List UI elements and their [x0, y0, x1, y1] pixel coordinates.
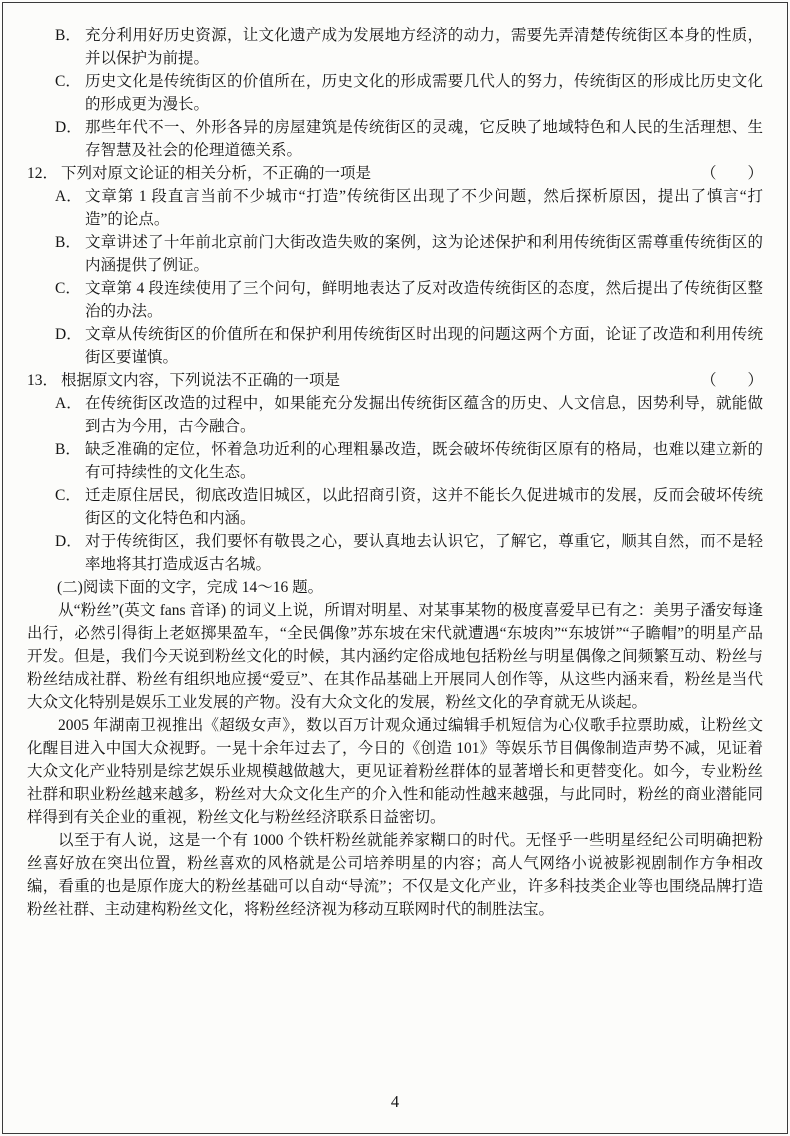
option-text: 文章讲述了十年前北京前门大街改造失败的案例，这为论述保护和利用传统街区需尊重传统街区的内涵提供了例证。	[85, 234, 763, 274]
option-text: 那些年代不一、外形各异的房屋建筑是传统街区的灵魂，它反映了地域特色和人民的生活理想、生存智慧及社会的伦理道德关系。	[85, 119, 763, 159]
option-text: 迁走原住居民，彻底改造旧城区，以此招商引资，这并不能长久促进城市的发展，反而会破坏传统街区的文化特色和内涵。	[85, 487, 763, 527]
option-text: 对于传统街区，我们要怀有敬畏之心，要认真地去认识它，了解它，尊重它，顺其自然，而不是轻率地将其打造成返古名城。	[85, 533, 763, 573]
option-row	[55, 185, 763, 231]
option-label: C．	[55, 280, 81, 297]
option-label: D．	[55, 119, 82, 136]
question-stem-row	[27, 162, 763, 185]
section-heading: (二)阅读下面的文字，完成 14～16 题。	[57, 579, 324, 596]
question-12	[27, 162, 763, 369]
passage-paragraph: 从“粉丝”(英文 fans 音译) 的词义上说，所谓对明星、对某事某物的极度喜爱早已有之：美男子潘安每逢出行，必然引得街上老妪掷果盈车，“全民偶像”苏东坡在宋代就遭遇“东坡肉”“东坡饼”“子瞻帽”的明星产品开发。但是，我们今天说到粉丝文化的时候，其内涵约定俗成地包括粉丝与明星偶像之间频繁互动、粉丝与粉丝结成社群、粉丝有组织地应援“爱豆”、在其作品基础上开展同人创作等，从这些内涵来看，粉丝是当代大众文化特别是娱乐工业发展的产物。没有大众文化的发展，粉丝文化的孕育就无从谈起。	[27, 602, 763, 711]
option-text: 充分利用好历史资源，让文化遗产成为发展地方经济的动力，需要先弄清楚传统街区本身的性质，并以保护为前提。	[85, 27, 763, 67]
answer-bracket: （ ）	[700, 372, 763, 389]
question-stem: 下列对原文论证的相关分析，不正确的一项是	[61, 165, 372, 182]
option-row	[55, 392, 763, 438]
answer-bracket: （ ）	[700, 165, 763, 182]
question-number: 13．	[27, 372, 59, 389]
question-stem-row	[27, 369, 763, 392]
option-label: B．	[55, 234, 81, 251]
question-number: 12．	[27, 165, 59, 182]
option-row	[55, 530, 763, 576]
page-number: 4	[390, 1092, 400, 1111]
option-text: 在传统街区改造的过程中，如果能充分发掘出传统街区蕴含的历史、人文信息，因势利导，就能做到古为今用，古今融合。	[85, 395, 763, 435]
option-text: 文章第 1 段直言当前不少城市“打造”传统街区出现了不少问题，然后探析原因，提出了慎言“打造”的论点。	[85, 188, 763, 228]
option-label: B．	[55, 27, 81, 44]
option-row	[55, 323, 763, 369]
option-row	[55, 24, 763, 70]
question-stem: 根据原文内容，下列说法不正确的一项是	[61, 372, 341, 389]
option-label: D．	[55, 326, 82, 343]
passage-paragraph: 以至于有人说，这是一个有 1000 个铁杆粉丝就能养家糊口的时代。无怪乎一些明星经纪公司明确把粉丝喜好放在突出位置，粉丝喜欢的风格就是公司培养明星的内容；高人气网络小说被影视剧制作方争相改编，看重的也是原作庞大的粉丝基础可以自动“导流”；不仅是文化产业，许多科技类企业等也围绕品牌打造粉丝社群、主动建构粉丝文化，将粉丝经济视为移动互联网时代的制胜法宝。	[27, 832, 763, 918]
option-row	[55, 277, 763, 323]
option-text: 文章从传统街区的价值所在和保护利用传统街区时出现的问题这两个方面，论证了改造和利用传统街区要谨慎。	[85, 326, 763, 366]
option-text: 历史文化是传统街区的价值所在，历史文化的形成需要几代人的努力，传统街区的形成比历史文化的形成更为漫长。	[85, 73, 763, 113]
question-11-options	[27, 24, 763, 162]
option-row	[55, 484, 763, 530]
question-13	[27, 369, 763, 576]
option-row	[55, 70, 763, 116]
option-text: 文章第 4 段连续使用了三个问句，鲜明地表达了反对改造传统街区的态度，然后提出了传统街区整治的办法。	[85, 280, 763, 320]
option-label: A．	[55, 395, 82, 412]
passage-paragraph: 2005 年湖南卫视推出《超级女声》，数以百万计观众通过编辑手机短信为心仪歌手拉票助威，让粉丝文化醒目进入中国大众视野。一晃十余年过去了，今日的《创造 101》等娱乐节目偶像制造声势不减，见证着大众文化产业特别是综艺娱乐业规模越做越大，更见证着粉丝群体的显著增长和更替变化。如今，专业粉丝社群和职业粉丝越来越多，粉丝对大众文化生产的介入性和能动性越来越强，与此同时，粉丝的商业潜能同样得到有关企业的重视，粉丝文化与粉丝经济联系日益密切。	[27, 717, 763, 826]
option-row	[55, 231, 763, 277]
option-row	[55, 438, 763, 484]
option-row	[55, 116, 763, 162]
option-text: 缺乏准确的定位，怀着急功近利的心理粗暴改造，既会破坏传统街区原有的格局，也难以建立新的有可持续性的文化生态。	[85, 441, 763, 481]
reading-section-2	[27, 576, 763, 921]
option-label: C．	[55, 487, 81, 504]
option-label: B．	[55, 441, 81, 458]
option-label: C．	[55, 73, 81, 90]
option-label: A．	[55, 188, 82, 205]
option-label: D．	[55, 533, 82, 550]
exam-page-content	[27, 24, 763, 921]
